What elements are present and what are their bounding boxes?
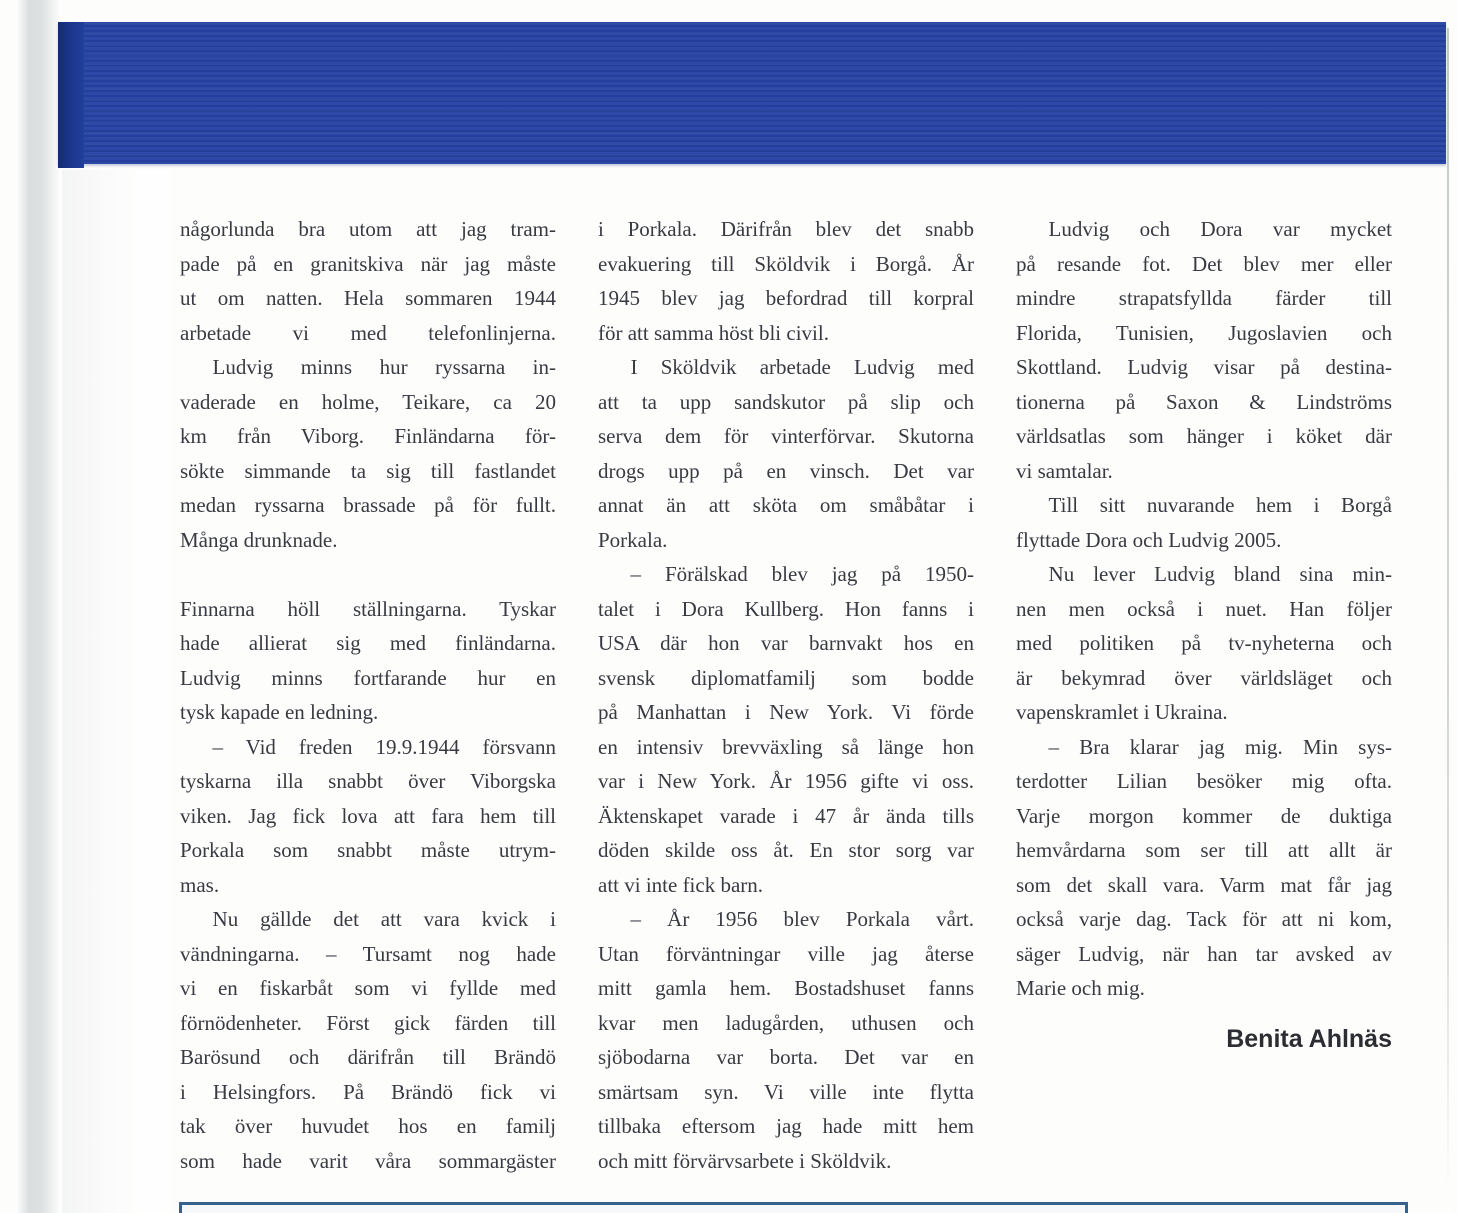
paragraph — [180, 350, 556, 557]
text-line: tyskarna illa snabbt över Viborgska — [180, 769, 556, 793]
text-line: ut om natten. Hela sommaren 1944 — [180, 286, 556, 310]
text-line: tionerna på Saxon & Lindströms — [1016, 389, 1392, 414]
paragraph — [180, 902, 556, 1178]
paragraph — [598, 902, 974, 1178]
paragraph — [1016, 557, 1392, 730]
text-line: som det skall vara. Varm mat får jag — [1016, 872, 1392, 897]
text-line: kvar men ladugården, uthusen och — [598, 1010, 974, 1035]
text-line: drogs upp på en vinsch. Det var — [598, 458, 974, 483]
text-line: – Bra klarar jag mig. Min sys- — [1048, 734, 1392, 759]
text-line: pade på en granitskiva när jag måste — [180, 251, 556, 276]
bottom-box-border — [179, 1202, 1408, 1213]
text-line: i Porkala. Därifrån blev det snabb — [598, 217, 974, 241]
page-edge-line — [1447, 28, 1449, 1213]
article-column-1 — [180, 212, 556, 1178]
text-line: sjöbodarna var borta. Det var en — [598, 1045, 974, 1069]
article-body — [180, 212, 1392, 1178]
text-line: med politiken på tv-nyheterna och — [1016, 631, 1392, 655]
text-line: Marie och mig. — [1016, 976, 1145, 1000]
text-line: Finnarna höll ställningarna. Tyskar — [180, 596, 556, 621]
text-line: smärtsam syn. Vi ville inte flytta — [598, 1079, 974, 1104]
text-line: någorlunda bra utom att jag tram- — [180, 217, 556, 241]
text-line: serva dem för vinterförvar. Skutorna — [598, 424, 974, 448]
text-line: viken. Jag fick lova att fara hem till — [180, 803, 556, 828]
text-line: säger Ludvig, när han tar avsked av — [1016, 941, 1392, 966]
text-line: terdotter Lilian besöker mig ofta. — [1016, 769, 1392, 793]
text-line: arbetade vi med telefonlinjerna. — [180, 320, 556, 345]
paragraph — [598, 557, 974, 902]
paragraph — [180, 730, 556, 903]
article-column-2 — [598, 212, 974, 1178]
article-column-3 — [1016, 212, 1392, 1178]
text-line: på resande fot. Det blev mer eller — [1016, 251, 1392, 276]
text-line: vaderade en holme, Teikare, ca 20 — [180, 389, 556, 414]
text-line: Ludvig minns fortfarande hur en — [180, 665, 556, 690]
text-line: Nu gällde det att vara kvick i — [212, 907, 556, 931]
text-line: tillbaka eftersom jag hade mitt hem — [598, 1114, 974, 1138]
text-line: – Förälskad blev jag på 1950- — [630, 562, 974, 586]
banner-stripe-texture — [58, 22, 1446, 164]
text-line: vändningarna. – Tursamt nog hade — [180, 941, 556, 966]
byline: Benita Ahlnäs — [1226, 1024, 1392, 1053]
paragraph — [180, 212, 556, 350]
text-line: USA där hon var barnvakt hos en — [598, 631, 974, 655]
text-line: att vi inte fick barn. — [598, 872, 764, 897]
text-line: mindre strapatsfyllda färder till — [1016, 286, 1392, 310]
paragraph — [1016, 730, 1392, 1006]
paragraph — [598, 350, 974, 557]
paragraph — [598, 212, 974, 350]
text-line: Porkala som snabbt måste utrym- — [180, 838, 556, 862]
text-line: svensk diplomatfamilj som bodde — [598, 665, 974, 690]
text-line: vi en fiskarbåt som vi fyllde med — [180, 976, 556, 1000]
text-line: som hade varit våra sommargäster — [180, 1148, 556, 1173]
text-line: förnödenheter. Först gick färden till — [180, 1010, 556, 1035]
text-line: medan ryssarna brassade på för fullt. — [180, 493, 556, 517]
text-line: annat än att sköta om småbåtar i — [598, 493, 974, 517]
text-line: för att samma höst bli civil. — [598, 320, 829, 345]
text-line: hemvårdarna som ser till att allt är — [1016, 838, 1392, 862]
text-line: Porkala. — [598, 527, 668, 552]
text-line: Skottland. Ludvig visar på destina- — [1016, 355, 1392, 379]
paragraph — [1016, 212, 1392, 488]
text-line: i Helsingfors. På Brändö fick vi — [180, 1079, 556, 1104]
text-line: och mitt förvärvsarbete i Sköldvik. — [598, 1148, 892, 1173]
text-line: – Vid freden 19.9.1944 försvann — [212, 734, 556, 759]
page-fold-shadow-inner — [62, 170, 172, 1213]
text-line: Till sitt nuvarande hem i Borgå — [1048, 493, 1392, 517]
text-line: är bekymrad över världsläget och — [1016, 665, 1392, 690]
text-line: Utan förväntningar ville jag återse — [598, 941, 974, 966]
text-line: var i New York. År 1956 gifte vi oss. — [598, 769, 974, 793]
text-line: flyttade Dora och Ludvig 2005. — [1016, 527, 1282, 552]
text-line: döden skilde oss åt. En stor sorg var — [598, 838, 974, 862]
text-line: vi samtalar. — [1016, 458, 1113, 483]
text-line: Barösund och därifrån till Brändö — [180, 1045, 556, 1069]
text-line: Äktenskapet varade i 47 år ända tills — [598, 803, 974, 828]
paragraph — [1016, 488, 1392, 557]
text-line: Många drunknade. — [180, 527, 338, 552]
text-line: 1945 blev jag befordrad till korpral — [598, 286, 974, 310]
paragraph — [180, 592, 556, 730]
text-line: en intensiv brevväxling så länge hon — [598, 734, 974, 759]
text-line: också varje dag. Tack för att ni kom, — [1016, 907, 1392, 931]
text-line: Ludvig minns hur ryssarna in- — [212, 355, 556, 379]
text-line: Nu lever Ludvig bland sina min- — [1048, 562, 1392, 586]
text-line: på Manhattan i New York. Vi förde — [598, 700, 974, 724]
text-line: Varje morgon kommer de duktiga — [1016, 803, 1392, 828]
text-line: mas. — [180, 872, 220, 897]
text-line: världsatlas som hänger i köket där — [1016, 424, 1392, 448]
text-line: vapenskramlet i Ukraina. — [1016, 700, 1228, 724]
text-line: – År 1956 blev Porkala vårt. — [630, 907, 974, 931]
page-fold-shadow — [16, 0, 62, 1213]
text-line: tysk kapade en ledning. — [180, 700, 379, 724]
text-line: km från Viborg. Finländarna för- — [180, 424, 556, 448]
text-line: evakuering till Sköldvik i Borgå. År — [598, 251, 974, 276]
text-line: I Sköldvik arbetade Ludvig med — [630, 355, 974, 379]
text-line: talet i Dora Kullberg. Hon fanns i — [598, 596, 974, 621]
text-line: nen men också i nuet. Han följer — [1016, 596, 1392, 621]
text-line: tak över huvudet hos en familj — [180, 1114, 556, 1138]
text-line: hade allierat sig med finländarna. — [180, 631, 556, 655]
top-banner — [58, 22, 1446, 164]
text-line: att ta upp sandskutor på slip och — [598, 389, 974, 414]
text-line: mitt gamla hem. Bostadshuset fanns — [598, 976, 974, 1000]
text-line: Ludvig och Dora var mycket — [1048, 217, 1392, 241]
text-line: sökte simmande ta sig till fastlandet — [180, 458, 556, 483]
text-line: Florida, Tunisien, Jugoslavien och — [1016, 320, 1392, 345]
banner-left-fold-strip — [58, 22, 84, 168]
